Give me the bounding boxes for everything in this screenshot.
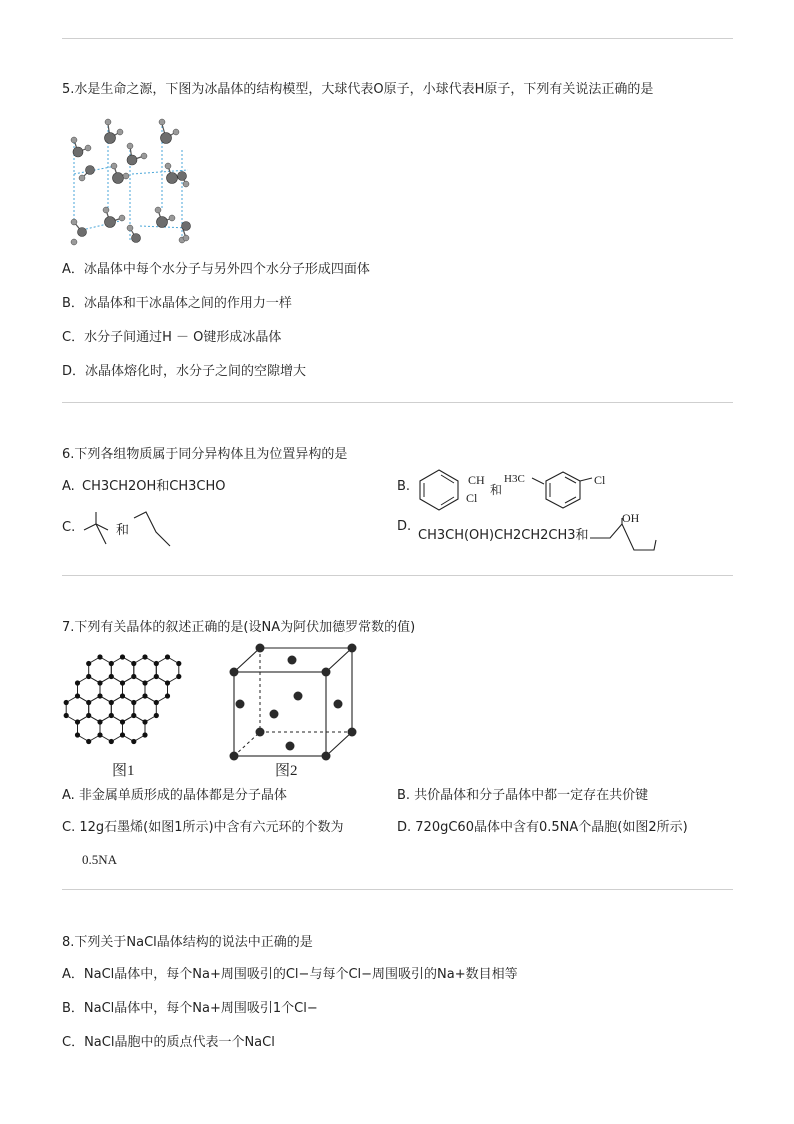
carbon-atom	[142, 654, 147, 659]
q6-c-structure-2	[132, 510, 172, 550]
carbon-atom	[75, 732, 80, 737]
ice-crystal-figure	[62, 110, 202, 250]
carbon-atom	[109, 739, 114, 744]
q7-option-c: C. 12g石墨烯(如图1所示)中含有六元环的个数为	[62, 820, 344, 835]
carbon-atom	[154, 700, 159, 705]
carbon-atom	[97, 654, 102, 659]
fig1-label: 图1	[112, 763, 135, 779]
carbon-atom	[97, 732, 102, 737]
carbon-atom	[154, 661, 159, 666]
q6-d-label: D.	[397, 519, 412, 534]
q6-c-structure-1	[82, 508, 114, 548]
carbon-atom	[131, 700, 136, 705]
q7-option-b: B. 共价晶体和分子晶体中都一定存在共价键	[397, 788, 649, 803]
carbon-atom	[176, 661, 181, 666]
q6-d-text: CH3CH(OH)CH2CH2CH3和	[418, 528, 589, 543]
carbon-atom	[109, 700, 114, 705]
q6-c-he: 和	[116, 523, 130, 538]
carbon-atom	[131, 713, 136, 718]
carbon-atom	[131, 739, 136, 744]
carbon-atom	[75, 719, 80, 724]
carbon-atom	[154, 674, 159, 679]
q6-d-oh: OH	[622, 511, 640, 525]
carbon-atom	[86, 700, 91, 705]
carbon-atom	[176, 674, 181, 679]
carbon-atom	[97, 693, 102, 698]
carbon-atom	[120, 719, 125, 724]
carbon-atom	[142, 719, 147, 724]
separator	[62, 402, 733, 403]
carbon-atom	[120, 732, 125, 737]
carbon-atom	[86, 739, 91, 744]
q5-option-d: D．冰晶体熔化时，水分子之间的空隙增大	[62, 364, 307, 379]
carbon-atom	[109, 674, 114, 679]
graphene-figure	[62, 650, 212, 760]
q6-b-ring-1	[414, 468, 464, 512]
separator	[62, 575, 733, 576]
carbon-atom	[86, 661, 91, 666]
carbon-atom	[165, 654, 170, 659]
q7-option-d: D. 720gC60晶体中含有0.5NA个晶胞(如图2所示)	[397, 820, 688, 835]
carbon-atom	[86, 713, 91, 718]
carbon-atom	[131, 674, 136, 679]
carbon-atom	[86, 674, 91, 679]
carbon-atom	[142, 680, 147, 685]
carbon-atom	[154, 713, 159, 718]
carbon-atom	[64, 713, 69, 718]
carbon-atom	[165, 680, 170, 685]
carbon-atom	[131, 661, 136, 666]
q6-b-cl-1: Cl	[466, 491, 478, 505]
carbon-atom	[75, 693, 80, 698]
q6-c-label: C.	[62, 520, 76, 535]
q8-stem: 8.下列关于NaCl晶体结构的说法中正确的是	[62, 935, 313, 950]
carbon-atom	[165, 693, 170, 698]
fig2-label: 图2	[275, 763, 298, 779]
q6-b-ch: CH	[468, 473, 485, 487]
carbon-atom	[64, 700, 69, 705]
carbon-atom	[120, 693, 125, 698]
q8-option-a: A．NaCl晶体中，每个Na+周围吸引的Cl−与每个Cl−周围吸引的Na+数目相等	[62, 967, 518, 982]
carbon-atom	[75, 680, 80, 685]
separator	[62, 38, 733, 39]
q6-b-h3c: H3C	[504, 473, 525, 485]
q5-stem: 5.水是生命之源，下图为冰晶体的结构模型，大球代表O原子，小球代表H原子，下列有关说法正确的是	[62, 82, 654, 97]
q5-option-b: B．冰晶体和干冰晶体之间的作用力一样	[62, 296, 292, 311]
q6-a-text: CH3CH2OH和CH3CHO	[82, 479, 226, 494]
carbon-atom	[109, 661, 114, 666]
carbon-atom	[97, 680, 102, 685]
carbon-atom	[109, 713, 114, 718]
carbon-atom	[97, 719, 102, 724]
separator	[62, 889, 733, 890]
q6-b-ring-2	[530, 468, 600, 512]
q7-option-c-continued: 0.5NA	[82, 852, 118, 867]
q5-option-c: C．水分子间通过H － O键形成冰晶体	[62, 330, 282, 345]
q6-b-cl-2: Cl	[594, 473, 606, 487]
carbon-atom	[142, 693, 147, 698]
q6-stem: 6.下列各组物质属于同分异构体且为位置异构的是	[62, 447, 348, 462]
q8-option-b: B．NaCl晶体中，每个Na+周围吸引1个Cl−	[62, 1001, 318, 1016]
q8-option-c: C．NaCl晶胞中的质点代表一个NaCl	[62, 1035, 275, 1050]
c60-unit-cell-figure	[222, 642, 362, 762]
q6-b-he: 和	[490, 483, 503, 497]
q5-option-a: A．冰晶体中每个水分子与另外四个水分子形成四面体	[62, 262, 370, 277]
q6-b-label: B.	[397, 479, 411, 494]
q7-option-a: A. 非金属单质形成的晶体都是分子晶体	[62, 788, 287, 803]
q7-stem: 7.下列有关晶体的叙述正确的是(设NA为阿伏加德罗常数的值)	[62, 620, 416, 635]
q6-a-label: A.	[62, 479, 75, 494]
carbon-atom	[120, 680, 125, 685]
carbon-atom	[120, 654, 125, 659]
carbon-atom	[142, 732, 147, 737]
